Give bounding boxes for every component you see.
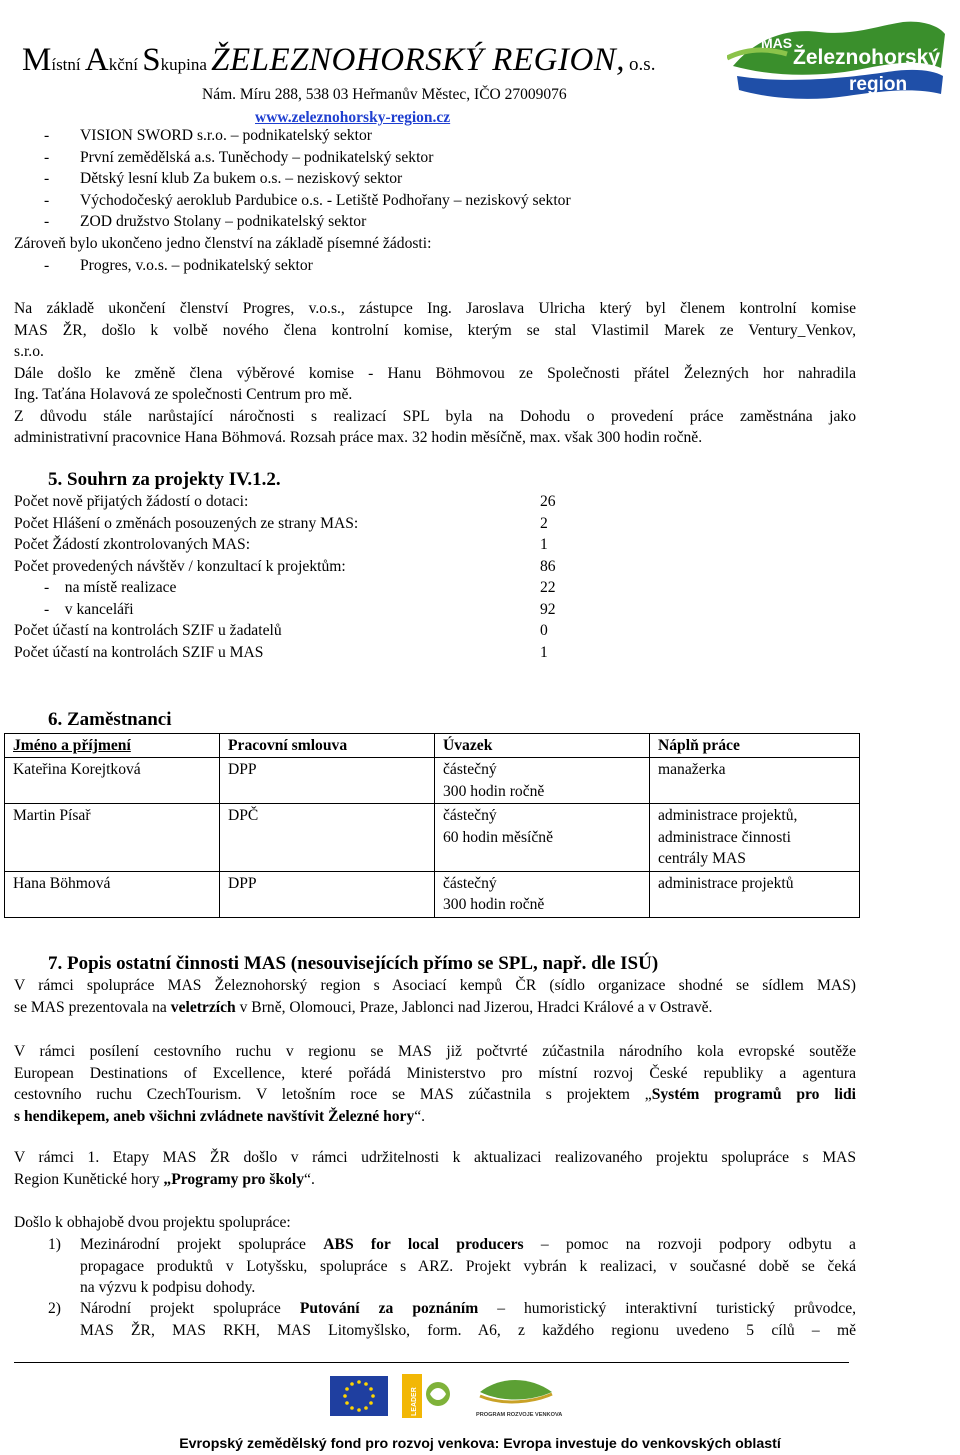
table-row (5, 804, 860, 872)
sustainability-paragraph (14, 1147, 856, 1190)
paragraph-line: V rámci spolupráce MAS Železnohorský region s Asociací kempů ČR (sídlo organizace shodné se sídlem MAS) (14, 977, 856, 994)
title-word-skupina: kupina (160, 55, 212, 74)
employees-table (4, 733, 860, 918)
list-number: 1) (48, 1236, 61, 1253)
text-run: se MAS prezentovala na (14, 998, 171, 1016)
text-run: Národní projekt spolupráce (80, 1300, 300, 1317)
text-run-bold: Systém programů pro lidi (651, 1086, 856, 1103)
cell-line: centrály MAS (658, 850, 746, 867)
paragraph-line (14, 1106, 856, 1128)
stat-label: - v kanceláři (44, 601, 134, 618)
paragraph-line (14, 1169, 856, 1191)
list-dash: - (44, 127, 50, 144)
list-item: Progres, v.o.s. – podnikatelský sektor (80, 257, 313, 274)
prv-logo-text: PROGRAM ROZVOJE VENKOVA (476, 1412, 563, 1418)
text-run: – pomoc na rozvoji podpory odbytu a (523, 1236, 856, 1253)
paragraph-line: administrativní pracovnice Hana Böhmová. Rozsah práce max. 32 hodin měsíčně, max. však 300 hodin ročně. (14, 429, 703, 446)
cooperation-item-1 (80, 1234, 856, 1299)
paragraph-line (14, 1084, 856, 1106)
title-initial-m: M (22, 42, 52, 78)
ended-membership-intro: Zároveň bylo ukončeno jedno členství na základě písemné žádosti: (14, 235, 432, 252)
mas-logo (727, 18, 949, 104)
column-header-job: Náplň práce (650, 734, 860, 758)
title-legal-form: o.s. (629, 54, 656, 75)
stat-row (14, 622, 614, 644)
stat-row (14, 493, 614, 515)
text-run-bold: ABS for local producers (323, 1236, 524, 1253)
trade-fairs-paragraph (14, 975, 856, 1018)
paragraph-line: MAS ŽR, MAS RKH, MAS Litomyšlsko, form. A6, z každého regionu uvedeno 5 cílů – mě (80, 1321, 856, 1339)
list-item: VISION SWORD s.r.o. – podnikatelský sektor (80, 127, 372, 144)
tourism-paragraph (14, 1041, 856, 1127)
table-row (5, 871, 860, 917)
stat-value: 22 (540, 579, 556, 596)
paragraph-line: Z důvodu stále narůstající náročnosti s realizací SPL byla na Dohodu o provedení práce zaměstnána jako (14, 407, 856, 425)
leader-logo-text: LEADER (411, 1387, 418, 1416)
list-dash: - (44, 192, 50, 209)
cell-contract: DPČ (220, 804, 435, 872)
stat-row (14, 515, 614, 537)
text-run: Region Kunětické hory (14, 1170, 164, 1188)
stat-label: Počet účastí na kontrolách SZIF u žadatelů (14, 622, 282, 639)
letterhead-web-link[interactable]: www.zeleznohorsky-region.cz (255, 109, 451, 126)
text-run: Mezinárodní projekt spolupráce (80, 1236, 324, 1253)
cell-line: administrace projektů, (658, 807, 798, 824)
paragraph-line: V rámci 1. Etapy MAS ŽR došlo v rámci udržitelnosti k aktualizaci realizovaného projektu spolupráce s MAS (14, 1149, 856, 1166)
paragraph-line: European Destinations of Excellence, které pořádá Ministerstvo pro místní rozvoj České republiky a agentura (14, 1064, 856, 1082)
list-item: ZOD družstvo Stolany – podnikatelský sektor (80, 213, 367, 230)
title-region: ŽELEZNOHORSKÝ REGION, (211, 42, 626, 78)
paragraph-line: MAS ŽR, došlo k volbě nového člena kontrolní komise, kterým se stal Vlastimil Marek ze Ventury_Venkov, (14, 321, 856, 339)
logo-mas-text: MAS (761, 35, 793, 51)
stat-label: Počet nově přijatých žádostí o dotaci: (14, 493, 249, 510)
text-run-bold: Putování za poznáním (299, 1300, 479, 1317)
cell-line: 300 hodin ročně (443, 896, 545, 913)
paragraph-line: s.r.o. (14, 343, 44, 360)
list-dash: - (44, 149, 50, 166)
list-item: První zemědělská a.s. Tuněchody – podnikatelský sektor (80, 149, 434, 166)
stat-row (14, 579, 614, 601)
table-header-row (5, 734, 860, 758)
stat-value: 1 (540, 536, 548, 553)
column-header-name: Jméno a příjmení (5, 734, 220, 758)
stat-label: - na místě realizace (44, 579, 177, 596)
text-run-bold: „Programy pro školy (163, 1170, 305, 1188)
letterhead (22, 42, 742, 126)
title-word-akcni: kční (108, 55, 143, 74)
column-header-load: Úvazek (435, 734, 650, 758)
cell-job (650, 804, 860, 872)
stat-row (14, 644, 614, 666)
cell-load (435, 758, 650, 804)
paragraph-line (14, 997, 856, 1019)
cell-name: Martin Písař (5, 804, 220, 872)
stat-label: Počet Žádostí zkontrolovaných MAS: (14, 536, 251, 553)
stat-value: 86 (540, 558, 556, 575)
text-run: “. (304, 1170, 315, 1188)
text-run-bold: s hendikepem, aneb všichni zvládnete navštívit Železné hory (14, 1107, 415, 1125)
text-run: – humoristický interaktivní turistický průvodce, (478, 1300, 857, 1317)
logo-name-line2: region (849, 74, 908, 95)
letterhead-address: Nám. Míru 288, 538 03 Heřmanův Městec, IČO 27009076 (202, 86, 567, 103)
stat-label: Počet účastí na kontrolách SZIF u MAS (14, 644, 264, 661)
paragraph-line: Dále došlo ke změně člena výběrové komise - Hanu Böhmovou ze Společnosti přátel Železných hor nahradila (14, 364, 856, 382)
cell-line: 60 hodin měsíčně (443, 828, 554, 846)
list-number: 2) (48, 1300, 61, 1317)
footer-logos (320, 1372, 640, 1422)
list-dash: - (44, 170, 50, 187)
cell-name: Kateřina Korejtková (5, 758, 220, 804)
cell-line: částečný (443, 874, 497, 892)
cooperation-intro: Došlo k obhajobě dvou projektu spolupráce: (14, 1214, 291, 1231)
logo-name-line1: Železnohorský (793, 46, 941, 69)
paragraph-line: na výzvu k podpisu dohody. (80, 1279, 256, 1296)
text-run: cestovního ruchu CzechTourism. V letošním roce se MAS zúčastnila s projektem „ (14, 1086, 652, 1103)
membership-paragraph (14, 298, 856, 449)
cell-line: manažerka (658, 761, 726, 778)
stat-value: 1 (540, 644, 548, 661)
cell-contract: DPP (220, 871, 435, 917)
footer-divider (14, 1362, 849, 1363)
cell-line: částečný (443, 807, 497, 824)
paragraph-line (80, 1298, 856, 1320)
cell-name: Hana Böhmová (5, 871, 220, 917)
table-row (5, 758, 860, 804)
cell-job (650, 871, 860, 917)
section-5-heading: 5. Souhrn za projekty IV.1.2. (48, 469, 281, 490)
cell-line: administrace činnosti (658, 828, 791, 846)
paragraph-line: Na základě ukončení členství Progres, v.o.s., zástupce Ing. Jaroslava Ulricha který byl členem kontrolní komise (14, 300, 856, 317)
cell-line: 300 hodin ročně (443, 782, 545, 800)
text-run: “. (414, 1107, 426, 1125)
stat-row (14, 536, 614, 558)
title-word-mistni: ístní (51, 55, 85, 74)
text-run-bold: veletrzích (170, 998, 236, 1016)
list-item: Východočeský aeroklub Pardubice o.s. - Letiště Podhořany – neziskový sektor (80, 192, 571, 209)
cell-contract: DPP (220, 758, 435, 804)
cell-load (435, 871, 650, 917)
stat-value: 92 (540, 601, 556, 618)
paragraph-line: propagace produktů v Lotyšsku, spolupráce s ARZ. Projekt vybrán k realizaci, v současné době se čeká (80, 1257, 856, 1275)
list-item: Dětský lesní klub Za bukem o.s. – neziskový sektor (80, 170, 403, 187)
section-6-heading: 6. Zaměstnanci (48, 709, 172, 730)
list-dash: - (44, 213, 50, 230)
title-initial-s: S (142, 42, 161, 78)
stat-value: 26 (540, 493, 556, 510)
stat-label: Počet Hlášení o změnách posouzených ze strany MAS: (14, 515, 359, 532)
title-initial-a: A (84, 42, 109, 78)
stat-row (14, 601, 614, 623)
stat-label: Počet provedených návštěv / konzultací k projektům: (14, 558, 346, 575)
letterhead-title (22, 42, 742, 84)
cell-line: administrace projektů (658, 874, 794, 892)
list-dash: - (44, 257, 50, 274)
cell-load (435, 804, 650, 872)
cell-job (650, 758, 860, 804)
section-7-heading: 7. Popis ostatní činnosti MAS (nesouvisejících přímo se SPL, např. dle ISÚ) (48, 953, 659, 974)
paragraph-line: Ing. Taťána Holavová ze společnosti Centrum pro mě. (14, 386, 353, 403)
column-header-contract: Pracovní smlouva (220, 734, 435, 758)
text-run: v Brně, Olomouci, Praze, Jablonci nad Jizerou, Hradci Králové a v Ostravě. (235, 998, 713, 1016)
stat-value: 0 (540, 622, 548, 639)
footer-eu-text: Evropský zemědělský fond pro rozvoj venkova: Evropa investuje do venkovských oblastí (179, 1436, 781, 1452)
cell-line: částečný (443, 761, 497, 778)
stat-value: 2 (540, 515, 548, 532)
cooperation-item-2 (80, 1298, 856, 1341)
paragraph-line (80, 1234, 856, 1256)
logo-wave-shape (737, 70, 943, 99)
stat-row (14, 558, 614, 580)
paragraph-line: V rámci posílení cestovního ruchu v regionu se MAS již počtvrté zúčastnila národního kola evropské soutěže (14, 1043, 856, 1060)
